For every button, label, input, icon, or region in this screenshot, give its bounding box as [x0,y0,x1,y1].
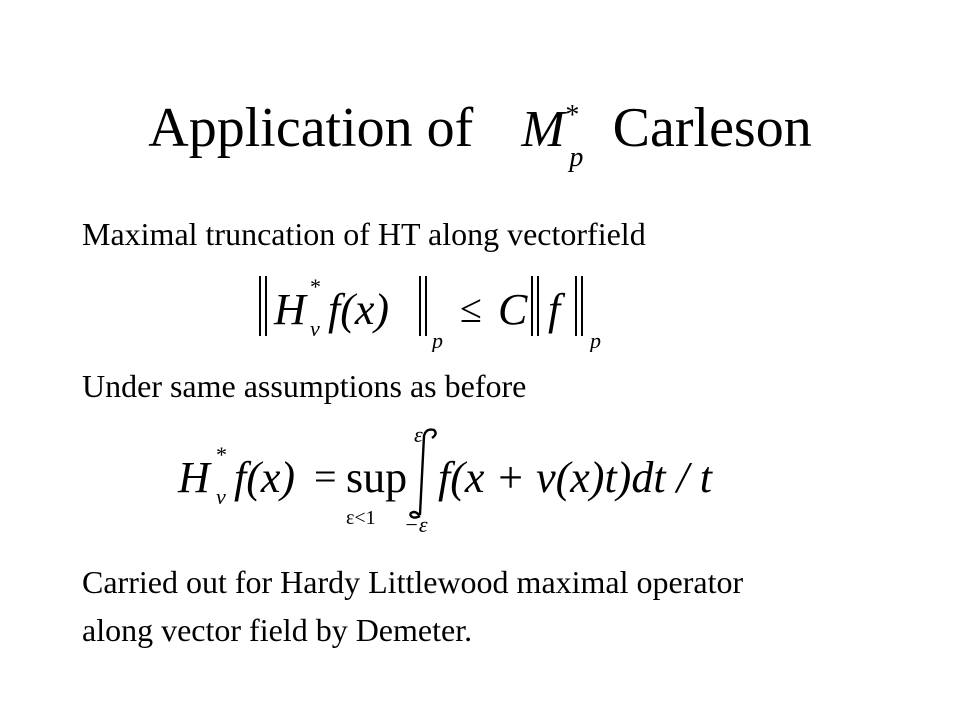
formula2-integrand: f(x + v(x)t)dt / t [438,453,713,502]
formula2-operator-sub: v [216,484,226,509]
formula1-constant: C [498,285,528,334]
body-line-same-assumptions: Under same assumptions as before [82,368,527,404]
maximal-truncation-formula [176,424,736,534]
formula1-relation: ≤ [460,286,482,331]
formula2-operator-sup: * [216,442,227,467]
body-line-demeter: along vector field by Demeter. [82,612,473,648]
formula2-operator: H [178,453,210,502]
formula2-sup-sub: ε<1 [346,507,376,529]
body-line-maximal-truncation: Maximal truncation of HT along vectorfield [82,216,646,252]
formula2-lhs-arg: f(x) [234,453,296,502]
formula1-operator-sup: * [310,274,321,299]
body-line-carried-out: Carried out for Hardy Littlewood maximal operator [82,564,744,600]
slide-title [0,92,960,173]
formula2-lower-limit: −ε [404,512,428,534]
title-text-before: Application of [148,97,474,159]
formula1-norm-sub-right: p [590,328,601,352]
formula1-operator-sub: v [310,316,320,341]
title-text-after: Carleson [612,97,812,159]
formula2-upper-limit: ε [414,424,423,447]
title-math-symbol: M * p [521,100,584,173]
formula1-rhs-expr: f [548,285,561,334]
formula1-operator: H [274,285,306,334]
formula1-expr: f(x) [328,285,390,334]
norm-inequality-formula [256,270,636,352]
formula2-sup: sup [346,453,408,502]
formula2-equals: = [314,454,337,499]
formula1-norm-sub-left: p [432,328,443,352]
